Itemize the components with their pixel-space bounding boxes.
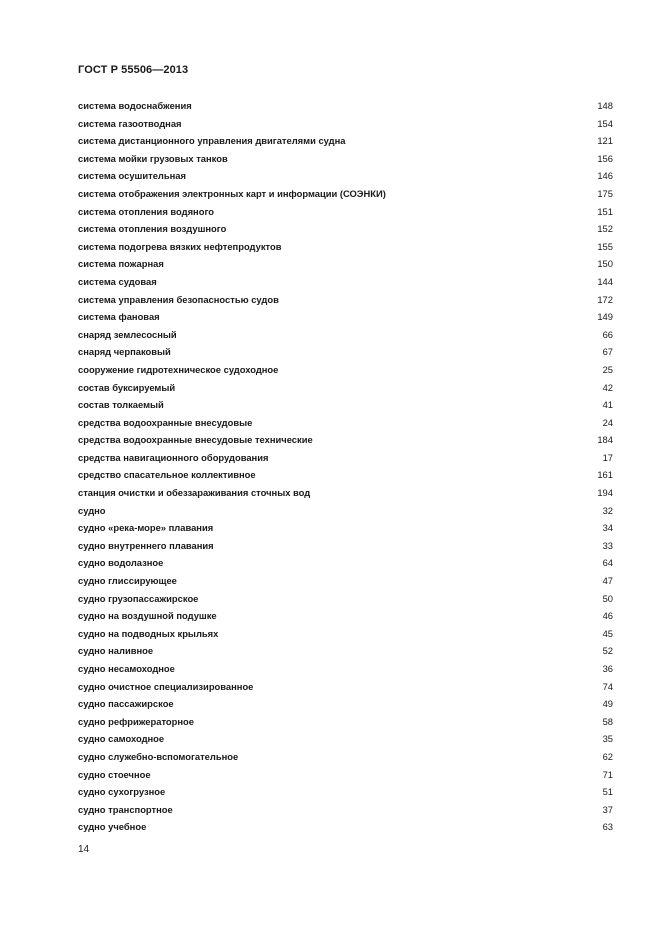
index-entry — [78, 502, 613, 520]
index-entry — [78, 220, 613, 238]
index-page-number: 62 — [602, 750, 613, 762]
index-page-number: 175 — [597, 187, 613, 199]
index-page-number: 47 — [602, 575, 613, 587]
index-entry — [78, 783, 613, 801]
index-term: судно водолазное — [78, 557, 164, 569]
index-term: система фановая — [78, 311, 160, 323]
index-term: судно наливное — [78, 645, 154, 657]
index-term: система отопления воздушного — [78, 223, 227, 235]
index-page-number: 121 — [597, 135, 613, 147]
alphabetical-index — [78, 97, 613, 836]
index-page-number: 50 — [602, 592, 613, 604]
index-page-number: 155 — [597, 240, 613, 252]
index-entry — [78, 678, 613, 696]
index-entry — [78, 361, 613, 379]
index-term: сооружение гидротехническое судоходное — [78, 363, 279, 375]
index-entry — [78, 326, 613, 344]
index-entry — [78, 695, 613, 713]
index-entry — [78, 642, 613, 660]
index-entry — [78, 150, 613, 168]
index-page-number: 24 — [602, 416, 613, 428]
index-page-number: 151 — [597, 205, 613, 217]
index-entry — [78, 554, 613, 572]
index-entry — [78, 660, 613, 678]
index-page-number: 41 — [602, 399, 613, 411]
page-number: 14 — [78, 844, 90, 855]
index-term: система газоотводная — [78, 117, 182, 129]
index-page-number: 67 — [602, 346, 613, 358]
index-term: станция очистки и обеззараживания сточных вод — [78, 487, 311, 499]
index-entry — [78, 396, 613, 414]
index-page-number: 35 — [602, 733, 613, 745]
index-page-number: 71 — [602, 768, 613, 780]
index-entry — [78, 748, 613, 766]
index-page-number: 74 — [602, 680, 613, 692]
index-term: система пожарная — [78, 258, 164, 270]
index-page-number: 156 — [597, 152, 613, 164]
index-term: судно «река-море» плавания — [78, 522, 214, 534]
index-page-number: 51 — [602, 786, 613, 798]
index-term: снаряд землесосный — [78, 328, 177, 340]
index-page-number: 194 — [597, 487, 613, 499]
index-entry — [78, 466, 613, 484]
index-page-number: 184 — [597, 434, 613, 446]
index-page-number: 148 — [597, 100, 613, 111]
document-header — [78, 64, 188, 76]
index-entry — [78, 449, 613, 467]
index-page-number: 66 — [602, 328, 613, 340]
index-entry — [78, 484, 613, 502]
index-term: система судовая — [78, 275, 157, 287]
index-term: средства водоохранные внесудовые технические — [78, 434, 313, 446]
index-term: система подогрева вязких нефтепродуктов — [78, 240, 282, 252]
index-entry — [78, 97, 613, 115]
index-entry — [78, 625, 613, 643]
index-page-number: 149 — [597, 311, 613, 323]
index-entry — [78, 255, 613, 273]
index-term: состав буксируемый — [78, 381, 176, 393]
index-entry — [78, 414, 613, 432]
index-term: система управления безопасностью судов — [78, 293, 279, 305]
index-page-number: 64 — [602, 557, 613, 569]
index-page-number: 17 — [602, 451, 613, 463]
index-entry — [78, 185, 613, 203]
index-page-number: 146 — [597, 170, 613, 182]
index-entry — [78, 132, 613, 150]
index-term: судно рефрижераторное — [78, 715, 194, 727]
index-page-number: 25 — [602, 363, 613, 375]
index-page-number: 32 — [602, 504, 613, 516]
index-term: судно пассажирское — [78, 698, 174, 710]
index-term: судно внутреннего плавания — [78, 539, 214, 551]
document-title: ГОСТ Р 55506—2013 — [78, 64, 189, 76]
index-page-number: 152 — [597, 223, 613, 235]
index-entry — [78, 572, 613, 590]
index-page-number: 34 — [602, 522, 613, 534]
index-entry — [78, 431, 613, 449]
index-term: судно — [78, 504, 106, 516]
index-term: система отображения электронных карт и информации (СОЭНКИ) — [78, 187, 386, 199]
index-term: система дистанционного управления двигателями судна — [78, 135, 346, 147]
index-entry — [78, 537, 613, 555]
index-term: судно самоходное — [78, 733, 165, 745]
index-entry — [78, 713, 613, 731]
index-term: судно учебное — [78, 821, 147, 833]
index-entry — [78, 167, 613, 185]
index-page-number: 49 — [602, 698, 613, 710]
index-entry — [78, 818, 613, 836]
index-page-number: 58 — [602, 715, 613, 727]
index-page-number: 63 — [602, 821, 613, 833]
index-page-number: 33 — [602, 539, 613, 551]
index-entry — [78, 273, 613, 291]
index-page-number: 144 — [597, 275, 613, 287]
index-entry — [78, 238, 613, 256]
index-page-number: 37 — [602, 803, 613, 815]
index-entry — [78, 115, 613, 133]
index-term: средство спасательное коллективное — [78, 469, 256, 481]
index-entry — [78, 203, 613, 221]
index-term: судно стоечное — [78, 768, 151, 780]
index-entry — [78, 590, 613, 608]
index-term: судно на подводных крыльях — [78, 627, 219, 639]
index-term: состав толкаемый — [78, 399, 164, 411]
index-entry — [78, 343, 613, 361]
index-entry — [78, 801, 613, 819]
index-term: судно на воздушной подушке — [78, 610, 217, 622]
index-entry — [78, 379, 613, 397]
index-term: система отопления водяного — [78, 205, 214, 217]
index-term: судно сухогрузное — [78, 786, 166, 798]
index-page-number: 154 — [597, 117, 613, 129]
index-term: судно транспортное — [78, 803, 173, 815]
index-entry — [78, 607, 613, 625]
index-term: судно служебно-вспомогательное — [78, 750, 239, 762]
index-term: система водоснабжения — [78, 100, 192, 111]
index-page-number: 150 — [597, 258, 613, 270]
index-term: система осушительная — [78, 170, 186, 182]
index-term: судно глиссирующее — [78, 575, 177, 587]
index-term: средства водоохранные внесудовые — [78, 416, 253, 428]
index-entry — [78, 519, 613, 537]
index-page-number: 45 — [602, 627, 613, 639]
index-page-number: 172 — [597, 293, 613, 305]
index-page-number: 46 — [602, 610, 613, 622]
index-entry — [78, 308, 613, 326]
index-term: система мойки грузовых танков — [78, 152, 228, 164]
index-entry — [78, 730, 613, 748]
index-entry — [78, 766, 613, 784]
index-term: судно грузопассажирское — [78, 592, 199, 604]
index-page-number: 36 — [602, 663, 613, 674]
index-term: судно несамоходное — [78, 663, 175, 674]
index-page-number: 161 — [597, 469, 613, 481]
index-term: судно очистное специализированное — [78, 680, 254, 692]
index-term: снаряд черпаковый — [78, 346, 171, 358]
index-entry — [78, 291, 613, 309]
index-page-number: 52 — [602, 645, 613, 657]
index-term: средства навигационного оборудования — [78, 451, 269, 463]
index-page-number: 42 — [602, 381, 613, 393]
